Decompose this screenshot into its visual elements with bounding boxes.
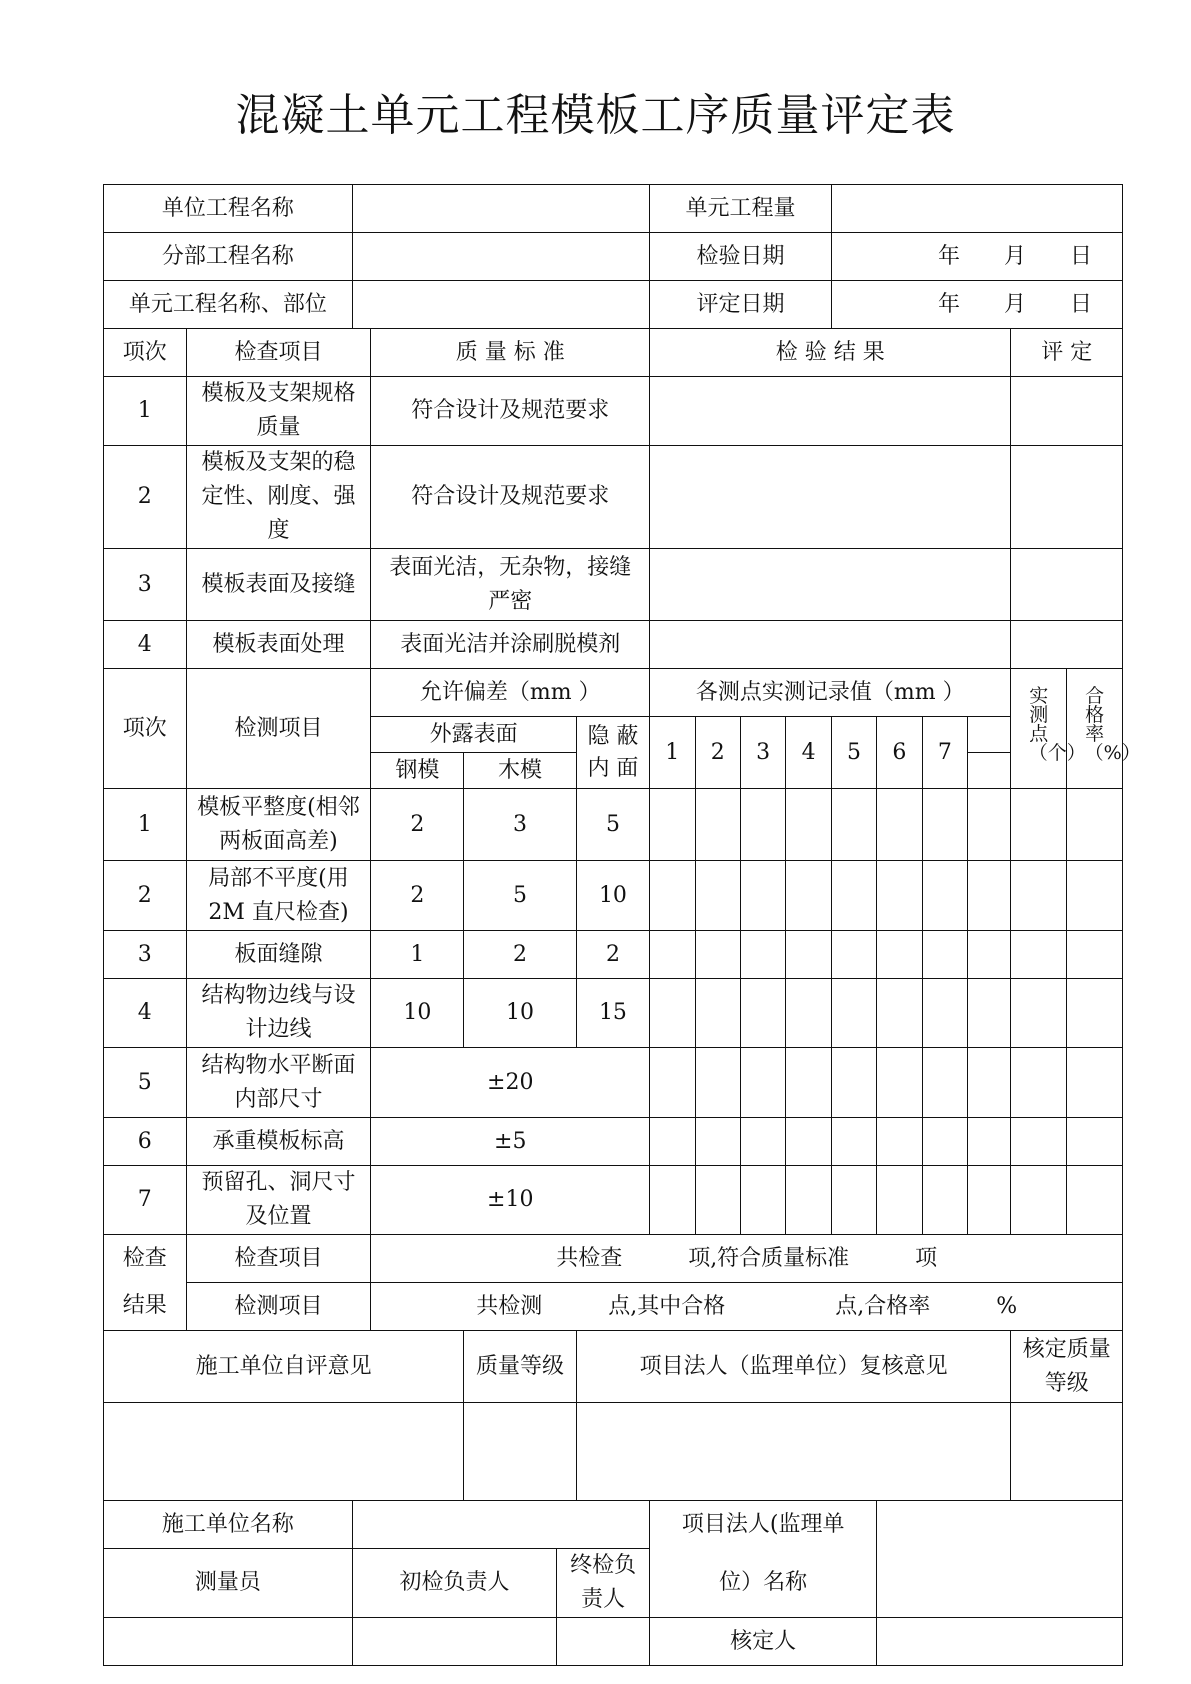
measure-cell[interactable]: [877, 979, 922, 1048]
signature-row-3: [104, 1618, 1123, 1666]
row-steel: 10: [371, 979, 464, 1048]
rate-cell[interactable]: [1067, 931, 1123, 979]
row-tolerance: ±20: [371, 1048, 650, 1118]
measure-cell[interactable]: [786, 1118, 831, 1166]
row-no: 4: [104, 979, 187, 1048]
row-standard: 符合设计及规范要求: [371, 446, 650, 549]
unit-quantity-label: 单元工程量: [650, 185, 832, 233]
measure-cell[interactable]: [922, 789, 967, 861]
contractor-name-label: 施工单位名称: [104, 1501, 353, 1549]
col-no-header: 项次: [104, 329, 187, 377]
measure-cell[interactable]: [650, 861, 695, 931]
row-item: 板面缝隙: [186, 931, 371, 979]
measure-cell[interactable]: [786, 861, 831, 931]
col-rating-header: 评 定: [1011, 329, 1123, 377]
measure-cell[interactable]: [740, 1118, 785, 1166]
owner-name-field[interactable]: [877, 1501, 1123, 1618]
final-inspector-label: 终检负责人: [557, 1549, 650, 1618]
measure-col-no-header: 项次: [104, 669, 187, 789]
row-item: 结构物边线与设计边线: [186, 979, 371, 1048]
row-item: 承重模板标高: [186, 1118, 371, 1166]
measured-values-header: 各测点实测记录值（mm ）: [650, 669, 1011, 717]
wood-form-header: 木模: [464, 753, 577, 789]
table-row: [104, 377, 1123, 446]
measure-cell[interactable]: [877, 1166, 922, 1235]
row-tolerance: ±10: [371, 1166, 650, 1235]
row-wood: 3: [464, 789, 577, 861]
measure-cell[interactable]: [740, 861, 785, 931]
measure-cell[interactable]: [968, 1166, 1011, 1235]
measure-cell[interactable]: [968, 1118, 1011, 1166]
point-3-header: 3: [740, 717, 785, 789]
row-wood: 2: [464, 931, 577, 979]
row-item: 预留孔、洞尺寸及位置: [186, 1166, 371, 1235]
verified-grade-field[interactable]: [1011, 1403, 1123, 1501]
row-standard: 表面光洁并涂刷脱模剂: [371, 621, 650, 669]
row-steel: 2: [371, 861, 464, 931]
measure-cell[interactable]: [968, 861, 1011, 931]
measure-cell[interactable]: [695, 789, 740, 861]
row-steel: 1: [371, 931, 464, 979]
row-no: 1: [104, 377, 187, 446]
points-cell[interactable]: [1011, 1048, 1067, 1118]
measure-cell[interactable]: [922, 931, 967, 979]
measure-cell[interactable]: [695, 1048, 740, 1118]
element-name-location-label: 单元工程名称、部位: [104, 281, 353, 329]
row-standard: 表面光洁，无杂物，接缝严密: [371, 549, 650, 621]
row-item: 模板及支架的稳定性、刚度、强度: [186, 446, 371, 549]
row-rating[interactable]: [1011, 549, 1123, 621]
row-tolerance: ±5: [371, 1118, 650, 1166]
check-header-row: [104, 329, 1123, 377]
measure-cell[interactable]: [831, 789, 876, 861]
measure-cell[interactable]: [831, 1118, 876, 1166]
points-cell[interactable]: [1011, 1118, 1067, 1166]
point-4-header: 4: [786, 717, 831, 789]
summary-measure-item: 检测项目: [186, 1283, 371, 1331]
row-item: 结构物水平断面内部尺寸: [186, 1048, 371, 1118]
measure-cell[interactable]: [650, 931, 695, 979]
row-steel: 2: [371, 789, 464, 861]
row-rating[interactable]: [1011, 446, 1123, 549]
points-cell[interactable]: [1011, 979, 1067, 1048]
summary-check-text[interactable]: 共检查 项,符合质量标准 项: [371, 1235, 1123, 1283]
summary-label-bottom: 结果: [104, 1283, 187, 1331]
page-title: 混凝土单元工程模板工序质量评定表: [235, 90, 956, 141]
measure-cell[interactable]: [650, 789, 695, 861]
points-cell[interactable]: [1011, 789, 1067, 861]
contractor-name-field[interactable]: [352, 1501, 649, 1549]
unit-quantity-value[interactable]: [831, 185, 1122, 233]
rate-cell[interactable]: [1067, 979, 1123, 1048]
measure-cell[interactable]: [922, 1166, 967, 1235]
row-wood: 10: [464, 979, 577, 1048]
measure-cell[interactable]: [968, 789, 1011, 861]
table-row: [104, 789, 1123, 861]
measure-cell[interactable]: [922, 1048, 967, 1118]
row-item: 模板表面处理: [186, 621, 371, 669]
measure-cell[interactable]: [831, 1048, 876, 1118]
measure-cell[interactable]: [922, 979, 967, 1048]
table-row: [104, 446, 1123, 549]
row-result[interactable]: [650, 446, 1011, 549]
row-wood: 5: [464, 861, 577, 931]
measure-cell[interactable]: [650, 1048, 695, 1118]
quality-grade-label: 质量等级: [464, 1331, 577, 1403]
header-row-unit-project: [104, 185, 1123, 233]
measure-cell[interactable]: [877, 1048, 922, 1118]
measure-cell[interactable]: [740, 1166, 785, 1235]
measure-cell[interactable]: [786, 789, 831, 861]
measured-points-header: 实测点（个）: [1011, 669, 1067, 789]
row-result[interactable]: [650, 549, 1011, 621]
row-no: 2: [104, 861, 187, 931]
initial-inspector-label: 初检负责人: [352, 1549, 556, 1618]
table-row: [104, 621, 1123, 669]
row-item: 模板平整度(相邻两板面高差): [186, 789, 371, 861]
row-hidden: 2: [576, 931, 649, 979]
measured-values-spacer: [968, 717, 1011, 753]
measure-cell[interactable]: [695, 931, 740, 979]
element-name-location-value[interactable]: [352, 281, 649, 329]
measure-cell[interactable]: [740, 1048, 785, 1118]
surveyor-label: 测量员: [104, 1549, 353, 1618]
measure-cell[interactable]: [695, 1166, 740, 1235]
point-2-header: 2: [695, 717, 740, 789]
measure-header-row-1: [104, 669, 1123, 717]
row-no: 1: [104, 789, 187, 861]
owner-review-field[interactable]: [576, 1403, 1011, 1501]
table-row: [104, 979, 1123, 1048]
rate-cell[interactable]: [1067, 1118, 1123, 1166]
measure-cell[interactable]: [695, 1118, 740, 1166]
allowed-deviation-header: 允许偏差（mm ）: [371, 669, 650, 717]
measure-cell[interactable]: [968, 979, 1011, 1048]
point-5-header: 5: [831, 717, 876, 789]
summary-check-item: 检查项目: [186, 1235, 371, 1283]
row-standard: 符合设计及规范要求: [371, 377, 650, 446]
summary-label-top: 检查: [104, 1235, 187, 1283]
hidden-surface-header: 隐 蔽 内 面: [576, 717, 649, 789]
unit-project-name-label: 单位工程名称: [104, 185, 353, 233]
subproject-name-value[interactable]: [352, 233, 649, 281]
surveyor-field[interactable]: [104, 1618, 353, 1666]
table-row: [104, 861, 1123, 931]
quality-evaluation-form: [103, 184, 1141, 1666]
measure-cell[interactable]: [877, 861, 922, 931]
subproject-name-label: 分部工程名称: [104, 233, 353, 281]
row-no: 6: [104, 1118, 187, 1166]
measure-cell[interactable]: [740, 979, 785, 1048]
measure-cell[interactable]: [877, 931, 922, 979]
rate-cell[interactable]: [1067, 861, 1123, 931]
verifier-label: 核定人: [650, 1618, 877, 1666]
summary-measure-text[interactable]: 共检测 点,其中合格 点,合格率 %: [371, 1283, 1123, 1331]
pass-rate-header: 合格率（%）: [1067, 669, 1123, 789]
measure-cell[interactable]: [968, 1048, 1011, 1118]
measure-cell[interactable]: [695, 979, 740, 1048]
measure-cell[interactable]: [786, 1048, 831, 1118]
row-item: 模板及支架规格质量: [186, 377, 371, 446]
unit-project-name-value[interactable]: [352, 185, 649, 233]
row-no: 5: [104, 1048, 187, 1118]
row-hidden: 15: [576, 979, 649, 1048]
evaluation-date-label: 评定日期: [650, 281, 832, 329]
rate-cell[interactable]: [1067, 1048, 1123, 1118]
points-cell[interactable]: [1011, 861, 1067, 931]
measure-cell[interactable]: [740, 789, 785, 861]
table-row: [104, 1166, 1123, 1235]
measure-cell[interactable]: [831, 1166, 876, 1235]
exposed-surface-header: 外露表面: [371, 717, 576, 753]
owner-name-label-1: 项目法人(监理单: [650, 1501, 877, 1549]
measure-cell[interactable]: [877, 789, 922, 861]
point-1-header: 1: [650, 717, 695, 789]
measure-cell[interactable]: [877, 1118, 922, 1166]
initial-inspector-field[interactable]: [352, 1618, 556, 1666]
measure-col-item-header: 检测项目: [186, 669, 371, 789]
points-cell[interactable]: [1011, 1166, 1067, 1235]
measure-cell[interactable]: [922, 1118, 967, 1166]
row-item: 模板表面及接缝: [186, 549, 371, 621]
point-7-header: 7: [922, 717, 967, 789]
measure-cell[interactable]: [831, 979, 876, 1048]
measure-cell[interactable]: [740, 931, 785, 979]
opinions-header-row: [104, 1331, 1123, 1403]
contractor-self-evaluation-label: 施工单位自评意见: [104, 1331, 464, 1403]
measured-values-spacer: [968, 753, 1011, 789]
verified-grade-label: 核定质量等级: [1011, 1331, 1123, 1403]
evaluation-date-value[interactable]: 年 月 日: [831, 281, 1122, 329]
col-result-header: 检 验 结 果: [650, 329, 1011, 377]
row-result[interactable]: [650, 377, 1011, 446]
signature-row-1: [104, 1501, 1123, 1549]
row-no: 3: [104, 931, 187, 979]
rate-cell[interactable]: [1067, 789, 1123, 861]
measure-cell[interactable]: [650, 1166, 695, 1235]
row-rating[interactable]: [1011, 621, 1123, 669]
inspection-date-label: 检验日期: [650, 233, 832, 281]
summary-row-measure: [104, 1283, 1123, 1331]
quality-grade-field[interactable]: [464, 1403, 577, 1501]
steel-form-header: 钢模: [371, 753, 464, 789]
row-result[interactable]: [650, 621, 1011, 669]
row-no: 2: [104, 446, 187, 549]
inspection-date-value[interactable]: 年 月 日: [831, 233, 1122, 281]
table-row: [104, 931, 1123, 979]
table-row: [104, 1118, 1123, 1166]
summary-row-check: [104, 1235, 1123, 1283]
measure-cell[interactable]: [786, 979, 831, 1048]
row-hidden: 5: [576, 789, 649, 861]
row-no: 3: [104, 549, 187, 621]
measure-cell[interactable]: [650, 979, 695, 1048]
rate-cell[interactable]: [1067, 1166, 1123, 1235]
row-no: 4: [104, 621, 187, 669]
row-no: 7: [104, 1166, 187, 1235]
col-item-header: 检查项目: [186, 329, 371, 377]
measure-cell[interactable]: [831, 931, 876, 979]
verifier-field[interactable]: [877, 1618, 1123, 1666]
points-cell[interactable]: [1011, 931, 1067, 979]
measure-cell[interactable]: [650, 1118, 695, 1166]
owner-name-label-2: 位）名称: [650, 1549, 877, 1618]
measure-cell[interactable]: [968, 931, 1011, 979]
contractor-self-evaluation-field[interactable]: [104, 1403, 464, 1501]
table-row: [104, 549, 1123, 621]
final-inspector-field[interactable]: [557, 1618, 650, 1666]
measure-cell[interactable]: [922, 861, 967, 931]
row-item: 局部不平度(用 2M 直尺检查): [186, 861, 371, 931]
point-6-header: 6: [877, 717, 922, 789]
row-rating[interactable]: [1011, 377, 1123, 446]
row-hidden: 10: [576, 861, 649, 931]
measure-cell[interactable]: [831, 861, 876, 931]
measure-cell[interactable]: [786, 1166, 831, 1235]
measure-cell[interactable]: [695, 861, 740, 931]
opinions-content-row: [104, 1403, 1123, 1501]
measure-cell[interactable]: [786, 931, 831, 979]
table-row: [104, 1048, 1123, 1118]
owner-review-label: 项目法人（监理单位）复核意见: [576, 1331, 1011, 1403]
header-row-subproject: [104, 233, 1123, 281]
col-standard-header: 质 量 标 准: [371, 329, 650, 377]
header-row-element: [104, 281, 1123, 329]
